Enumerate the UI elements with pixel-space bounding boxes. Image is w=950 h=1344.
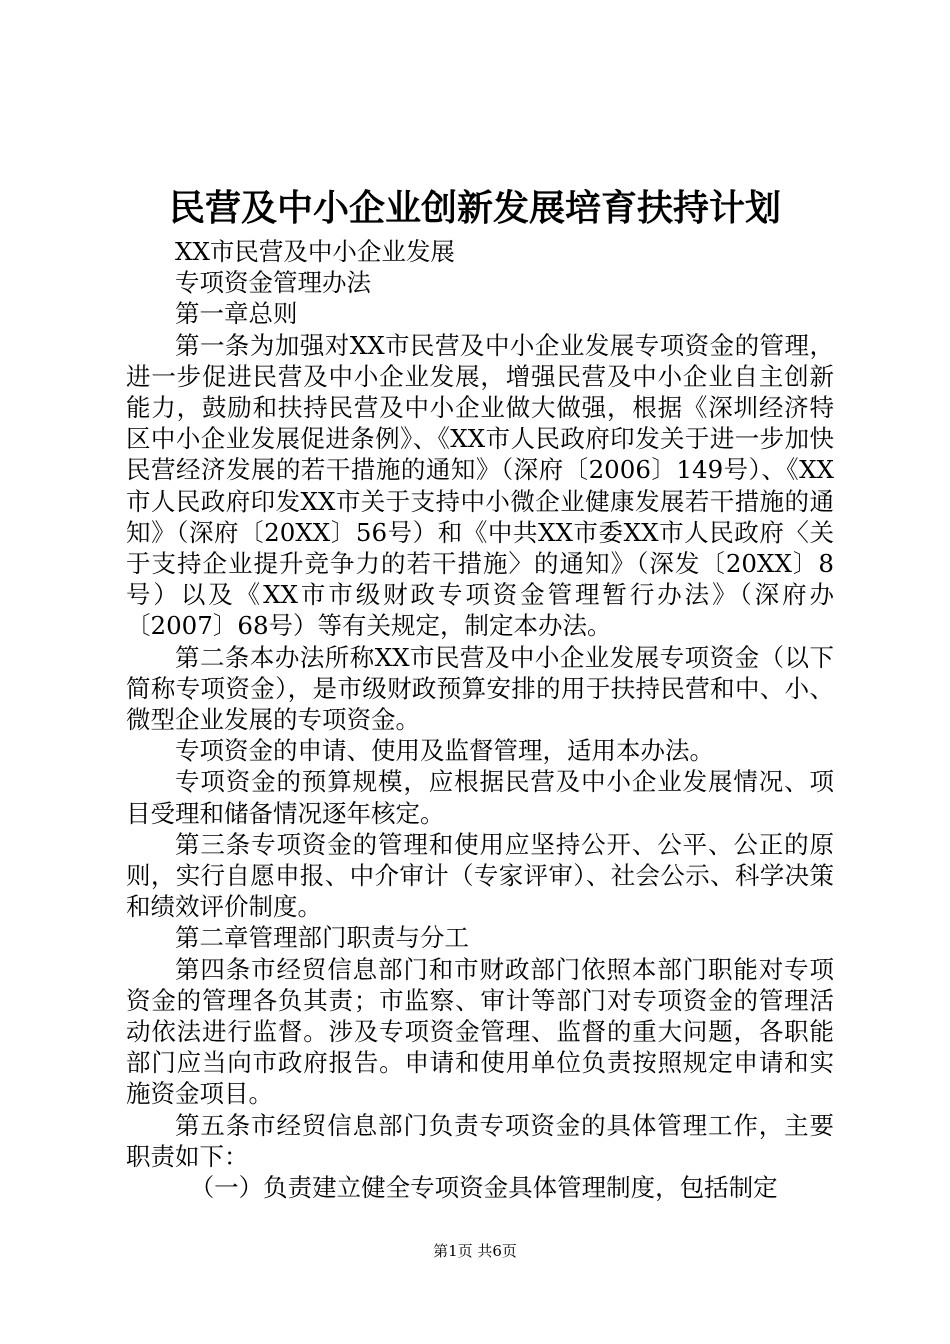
paragraph-budget: 专项资金的预算规模，应根据民营及中小企业发展情况、项目受理和储备情况逐年核定。 xyxy=(126,767,834,828)
paragraph-chapter-2-heading: 第二章管理部门职责与分工 xyxy=(175,923,469,953)
paragraph-article-3: 第三条专项资金的管理和使用应坚持公开、公平、公正的原则，实行自愿申报、中介审计（专家评审）、社会公示、科学决策和绩效评价制度。 xyxy=(126,829,834,922)
paragraph-subtitle-line-1: XX市民营及中小企业发展 xyxy=(175,237,455,266)
paragraph-article-5: 第五条市经贸信息部门负责专项资金的具体管理工作，主要职责如下： xyxy=(126,1110,834,1171)
document-title: 民营及中小企业创新发展培育扶持计划 xyxy=(168,188,781,229)
paragraph-subtitle-line-2: 专项资金管理办法 xyxy=(175,268,371,298)
paragraph-article-4: 第四条市经贸信息部门和市财政部门依照本部门职能对专项资金的管理各负其责；市监察、审计等部门对专项资金的管理活动依法进行监督。涉及专项资金管理、监督的重大问题，各职能部门应当向市政府报告。申请和使用单位负责按照规定申请和实施资金项目。 xyxy=(126,954,834,1109)
document-body xyxy=(126,236,834,1203)
page-footer: 第1页 共6页 xyxy=(433,1242,517,1260)
paragraph-chapter-1-heading: 第一章总则 xyxy=(175,299,298,329)
paragraph-article-2: 第二条本办法所称XX市民营及中小企业发展专项资金（以下简称专项资金），是市级财政预算安排的用于扶持民营和中、小、微型企业发展的专项资金。 xyxy=(126,642,834,735)
paragraph-scope: 专项资金的申请、使用及监督管理，适用本办法。 xyxy=(175,736,714,766)
paragraph-article-1: 第一条为加强对XX市民营及中小企业发展专项资金的管理，进一步促进民营及中小企业发展，增强民营及中小企业自主创新能力，鼓励和扶持民营及中小企业做大做强，根据《深圳经济特区中小企业发展促进条例》、《XX市人民政府印发关于进一步加快民营经济发展的若干措施的通知》（深府〔2006〕149号）、《XX市人民政府印发XX市关于支持中小微企业健康发展若干措施的通知》（深府〔20XX〕56号）和《中共XX市委XX市人民政府〈关于支持企业提升竞争力的若干措施〉的通知》（深发〔20XX〕8号）以及《XX市市级财政专项资金管理暂行办法》（深府办〔2007〕68号）等有关规定，制定本办法。 xyxy=(126,330,834,641)
paragraph-item-1: （一）负责建立健全专项资金具体管理制度，包括制定 xyxy=(189,1173,778,1203)
